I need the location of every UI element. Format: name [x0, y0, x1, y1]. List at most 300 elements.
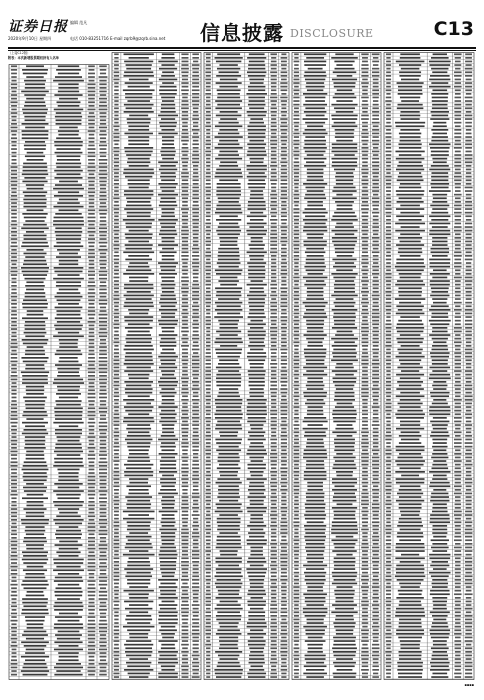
table-cell-text	[206, 197, 210, 199]
table-cell-text	[22, 339, 49, 341]
table-cell-text	[59, 253, 78, 255]
table-cell-text	[114, 223, 119, 225]
table-cell-text	[125, 392, 152, 394]
table-cell-text	[307, 377, 322, 379]
table-cell-text	[99, 238, 106, 240]
table-cell-text	[454, 215, 461, 217]
table-cell-text	[251, 320, 263, 322]
table-cell-text	[182, 518, 188, 520]
table-cell-text	[281, 514, 286, 516]
table-cell-text	[114, 237, 119, 239]
table-cell-text	[372, 133, 379, 135]
table-cell-text	[373, 446, 378, 448]
table-cell-text	[395, 471, 425, 473]
table-cell-text	[192, 417, 200, 419]
table-cell-text	[161, 179, 175, 181]
table-cell-text	[160, 446, 175, 448]
table-cell-text	[192, 665, 199, 667]
table-cell-text	[218, 493, 239, 495]
table-cell-text	[332, 241, 357, 243]
table-cell-text	[304, 334, 327, 336]
table-cell-text	[395, 460, 425, 462]
table-cell-text	[386, 413, 390, 415]
table-cell-text	[206, 273, 211, 275]
table-cell-text	[129, 611, 148, 613]
table-cell-text	[129, 115, 148, 117]
table-cell-text	[206, 457, 210, 459]
table-cell-text	[271, 151, 276, 153]
table-cell-text	[294, 651, 299, 653]
table-cell-text	[205, 493, 211, 495]
table-cell-text	[372, 244, 379, 246]
table-cell-text	[361, 179, 368, 181]
table-cell-text	[465, 561, 472, 563]
table-cell-text	[361, 547, 369, 549]
table-cell-text	[432, 201, 447, 203]
table-cell-text	[125, 356, 153, 358]
table-cell-text	[249, 341, 263, 343]
table-cell-text	[124, 284, 153, 286]
table-cell-text	[126, 298, 152, 300]
table-cell-text	[216, 539, 240, 541]
table-cell-text	[206, 262, 211, 264]
table-cell-text	[432, 349, 449, 351]
table-cell-text	[56, 530, 81, 532]
table-cell-text	[455, 500, 461, 502]
table-cell-text	[372, 579, 379, 581]
table-cell-text	[455, 363, 461, 365]
table-cell-text	[192, 212, 199, 214]
table-cell-text	[206, 442, 211, 444]
table-cell-text	[386, 313, 391, 315]
table-cell-text	[373, 590, 379, 592]
table-cell-text	[59, 199, 78, 201]
table-cell-text	[361, 68, 368, 70]
table-cell-text	[270, 331, 277, 333]
table-cell-text	[216, 385, 240, 387]
table-cell-text	[27, 310, 44, 312]
table-cell-text	[331, 151, 357, 153]
table-cell-text	[113, 197, 119, 199]
table-cell-text	[161, 518, 174, 520]
table-cell-text	[333, 500, 357, 502]
table-cell-text	[335, 485, 355, 487]
table-cell-text	[214, 316, 243, 318]
table-cell-text	[454, 593, 461, 595]
table-cell-text	[205, 377, 211, 379]
table-cell-text	[57, 274, 79, 276]
table-cell-text	[433, 489, 446, 491]
table-cell-text	[361, 457, 369, 459]
table-cell-text	[307, 622, 324, 624]
table-cell-text	[373, 223, 379, 225]
table-cell-text	[114, 629, 119, 631]
table-cell-text	[206, 64, 211, 66]
table-cell-text	[386, 165, 391, 167]
table-cell-text	[362, 223, 369, 225]
table-cell-text	[281, 244, 286, 246]
table-cell-text	[271, 122, 277, 124]
table-cell-text	[99, 544, 108, 546]
table-cell-text	[401, 79, 419, 81]
table-cell-text	[161, 75, 175, 77]
table-cell-text	[280, 305, 287, 307]
table-cell-text	[271, 395, 277, 397]
table-cell-text	[246, 230, 267, 232]
table-cell-text	[100, 253, 106, 255]
table-cell-text	[100, 188, 106, 190]
table-cell-text	[206, 118, 211, 120]
table-cell-text	[281, 475, 287, 477]
table-cell-text	[125, 237, 152, 239]
table-cell-text	[432, 385, 447, 387]
table-cell-text	[161, 313, 175, 315]
table-cell-text	[10, 271, 17, 273]
table-cell-text	[124, 305, 154, 307]
table-cell-text	[281, 100, 287, 102]
table-cell-text	[281, 597, 286, 599]
table-cell-text	[11, 303, 17, 305]
table-cell-text	[465, 68, 473, 70]
table-cell-text	[455, 269, 461, 271]
table-cell-text	[88, 256, 95, 258]
table-cell-text	[332, 190, 356, 192]
table-cell-text	[160, 478, 176, 480]
table-cell-text	[88, 598, 94, 600]
table-cell-text	[22, 173, 48, 175]
table-cell-text	[113, 421, 119, 423]
table-cell-text	[331, 338, 358, 340]
table-cell-text	[361, 453, 368, 455]
table-cell-text	[12, 91, 17, 93]
table-cell-text	[181, 496, 188, 498]
table-cell-text	[26, 483, 44, 485]
table-cell-text	[281, 323, 286, 325]
table-cell-text	[113, 295, 119, 297]
table-cell-text	[22, 598, 48, 600]
table-cell-text	[373, 543, 379, 545]
table-cell-text	[88, 537, 95, 539]
table-cell-text	[386, 194, 390, 196]
table-cell-text	[395, 122, 425, 124]
table-cell-text	[54, 674, 82, 676]
table-cell-text	[247, 57, 266, 59]
table-cell-text	[206, 547, 211, 549]
table-cell-text	[215, 302, 242, 304]
table-cell-text	[124, 61, 153, 63]
table-cell-text	[11, 526, 17, 528]
table-cell-text	[294, 334, 300, 336]
table-cell-text	[373, 230, 379, 232]
table-cell-text	[160, 345, 176, 347]
table-cell-text	[159, 622, 178, 624]
table-cell-text	[396, 208, 424, 210]
table-cell-text	[280, 424, 287, 426]
table-cell-text	[250, 583, 264, 585]
table-cell-text	[465, 352, 472, 354]
table-cell-text	[395, 575, 425, 577]
table-cell-text	[129, 57, 149, 59]
table-cell-text	[114, 262, 119, 264]
table-cell-text	[250, 219, 263, 221]
table-cell-text	[465, 223, 472, 225]
table-cell-text	[305, 143, 326, 145]
table-cell-text	[386, 478, 390, 480]
table-cell-text	[386, 169, 391, 171]
table-cell-text	[433, 381, 446, 383]
table-cell-text	[281, 583, 286, 585]
table-cell-text	[192, 374, 199, 376]
table-cell-text	[216, 586, 241, 588]
table-cell-text	[99, 436, 107, 438]
table-cell-text	[455, 601, 461, 603]
table-cell-text	[88, 361, 95, 363]
table-cell-text	[271, 287, 277, 289]
table-cell-text	[455, 237, 462, 239]
table-cell-text	[334, 320, 355, 322]
table-cell-text	[332, 125, 358, 127]
table-cell-text	[454, 331, 462, 333]
table-cell-text	[271, 503, 276, 505]
table-cell-text	[372, 611, 379, 613]
table-cell-text	[206, 431, 211, 433]
table-cell-text	[193, 539, 198, 541]
table-cell-text	[361, 291, 369, 293]
table-cell-text	[193, 547, 199, 549]
table-cell-text	[372, 190, 379, 192]
table-cell-text	[305, 655, 326, 657]
table-cell-text	[12, 134, 17, 136]
table-cell-text	[335, 233, 354, 235]
table-cell-text	[206, 266, 211, 268]
table-cell-text	[294, 593, 300, 595]
table-cell-text	[396, 338, 423, 340]
table-cell-text	[294, 262, 298, 264]
table-cell-text	[304, 395, 327, 397]
table-cell-text	[362, 557, 369, 559]
table-cell-text	[399, 593, 422, 595]
table-cell-text	[88, 544, 95, 546]
table-cell-text	[396, 611, 425, 613]
table-cell-text	[280, 86, 287, 88]
table-cell-text	[372, 266, 379, 268]
table-cell-text	[181, 64, 188, 66]
table-cell-text	[181, 507, 189, 509]
table-cell-text	[162, 428, 174, 430]
table-cell-text	[294, 565, 299, 567]
table-cell-text	[88, 357, 95, 359]
table-cell-text	[193, 489, 199, 491]
table-cell-text	[25, 652, 45, 654]
table-cell-text	[334, 86, 355, 88]
table-cell-text	[373, 356, 379, 358]
table-cell-text	[400, 334, 420, 336]
table-cell-text	[271, 280, 276, 282]
table-cell-text	[362, 514, 367, 516]
table-cell-text	[206, 439, 211, 441]
table-cell-text	[270, 205, 277, 207]
table-cell-text	[465, 61, 472, 63]
table-cell-text	[455, 529, 461, 531]
table-cell-text	[220, 435, 237, 437]
table-cell-text	[334, 514, 355, 516]
table-cell-text	[372, 75, 379, 77]
table-cell-text	[100, 116, 107, 118]
table-cell-text	[361, 431, 369, 433]
table-cell-text	[432, 331, 448, 333]
table-cell-text	[271, 215, 276, 217]
table-cell-text	[361, 388, 368, 390]
table-cell-text	[56, 404, 81, 406]
table-cell-text	[361, 280, 369, 282]
table-cell-text	[23, 224, 47, 226]
table-cell-text	[206, 467, 211, 469]
table-cell-text	[161, 277, 175, 279]
table-cell-text	[271, 493, 276, 495]
table-cell-text	[24, 447, 45, 449]
table-cell-text	[306, 493, 325, 495]
table-cell-text	[386, 64, 391, 66]
table-cell-text	[220, 111, 238, 113]
section-title: 信息披露	[200, 21, 284, 45]
table-cell-text	[433, 122, 446, 124]
table-cell-text	[56, 663, 81, 665]
table-cell-text	[220, 334, 238, 336]
table-cell-text	[465, 532, 473, 534]
table-cell-text	[386, 442, 391, 444]
table-cell-text	[281, 399, 287, 401]
table-cell-text	[181, 172, 189, 174]
table-cell-text	[11, 127, 18, 129]
table-cell-text	[161, 64, 174, 66]
table-cell-text	[455, 323, 461, 325]
table-cell-text	[11, 386, 17, 388]
table-cell-text	[100, 404, 106, 406]
table-cell-text	[216, 561, 242, 563]
table-cell-text	[182, 583, 187, 585]
table-cell-text	[88, 483, 96, 485]
table-cell-text	[334, 169, 355, 171]
table-cell-text	[113, 125, 119, 127]
table-cell-text	[362, 485, 367, 487]
table-cell-text	[386, 550, 391, 552]
table-cell-text	[270, 165, 277, 167]
table-cell-text	[129, 676, 148, 678]
table-cell-text	[182, 320, 188, 322]
table-cell-text	[206, 61, 210, 63]
table-cell-text	[159, 93, 176, 95]
table-cell-text	[372, 482, 380, 484]
table-cell-text	[113, 500, 119, 502]
table-cell-text	[306, 359, 325, 361]
table-cell-text	[271, 223, 277, 225]
table-cell-text	[332, 467, 356, 469]
table-cell-text	[12, 397, 17, 399]
table-cell-text	[465, 374, 472, 376]
table-cell-text	[114, 356, 119, 358]
table-cell-text	[181, 392, 188, 394]
table-cell-text	[294, 136, 299, 138]
table-cell-text	[126, 655, 151, 657]
table-cell-text	[206, 507, 211, 509]
table-cell-text	[454, 399, 462, 401]
table-cell-text	[206, 413, 211, 415]
table-cell-text	[466, 586, 472, 588]
table-cell-text	[11, 357, 17, 359]
table-cell-text	[306, 385, 325, 387]
table-cell-text	[58, 479, 79, 481]
table-cell-text	[220, 284, 237, 286]
table-cell-text	[293, 539, 299, 541]
table-cell-text	[218, 143, 240, 145]
table-cell-text	[99, 152, 106, 154]
table-cell-text	[162, 349, 174, 351]
table-column-4-grid	[291, 52, 383, 680]
table-cell-text	[431, 248, 450, 250]
table-cell-text	[100, 339, 106, 341]
table-cell-text	[126, 64, 152, 66]
table-cell-text	[11, 555, 18, 557]
table-cell-text	[247, 633, 266, 635]
table-cell-text	[124, 75, 154, 77]
table-column-1	[8, 52, 111, 680]
table-cell-text	[192, 64, 200, 66]
table-cell-text	[294, 298, 299, 300]
table-cell-text	[373, 640, 378, 642]
table-cell-text	[248, 115, 266, 117]
table-cell-text	[129, 230, 149, 232]
table-cell-text	[128, 525, 150, 527]
table-cell-text	[280, 349, 287, 351]
table-cell-text	[219, 622, 239, 624]
table-cell-text	[24, 260, 46, 262]
table-cell-text	[114, 161, 120, 163]
table-cell-text	[206, 421, 211, 423]
table-cell-text	[160, 482, 176, 484]
table-cell-text	[215, 176, 243, 178]
table-cell-text	[294, 615, 299, 617]
table-cell-text	[335, 201, 354, 203]
table-cell-text	[271, 129, 277, 131]
table-cell-text	[307, 89, 323, 91]
table-cell-text	[55, 364, 82, 366]
table-cell-text	[333, 266, 356, 268]
table-cell-text	[362, 143, 367, 145]
table-cell-text	[22, 634, 48, 636]
table-cell-text	[294, 676, 299, 678]
table-cell-text	[361, 302, 369, 304]
table-cell-text	[53, 382, 84, 384]
table-cell-text	[333, 316, 356, 318]
table-cell-text	[454, 460, 462, 462]
table-cell-text	[307, 255, 324, 257]
table-cell-text	[397, 165, 423, 167]
table-cell-text	[206, 673, 210, 675]
table-cell-text	[372, 604, 379, 606]
table-cell-text	[333, 651, 356, 653]
table-cell-text	[372, 305, 378, 307]
table-cell-text	[12, 609, 17, 611]
table-cell-text	[10, 418, 17, 420]
table-cell-text	[454, 71, 462, 73]
table-cell-text	[88, 155, 96, 157]
table-cell-text	[89, 382, 95, 384]
table-cell-text	[249, 100, 265, 102]
table-cell-text	[23, 605, 46, 607]
table-cell-text	[431, 547, 449, 549]
table-cell-text	[361, 500, 369, 502]
table-cell-text	[270, 327, 277, 329]
